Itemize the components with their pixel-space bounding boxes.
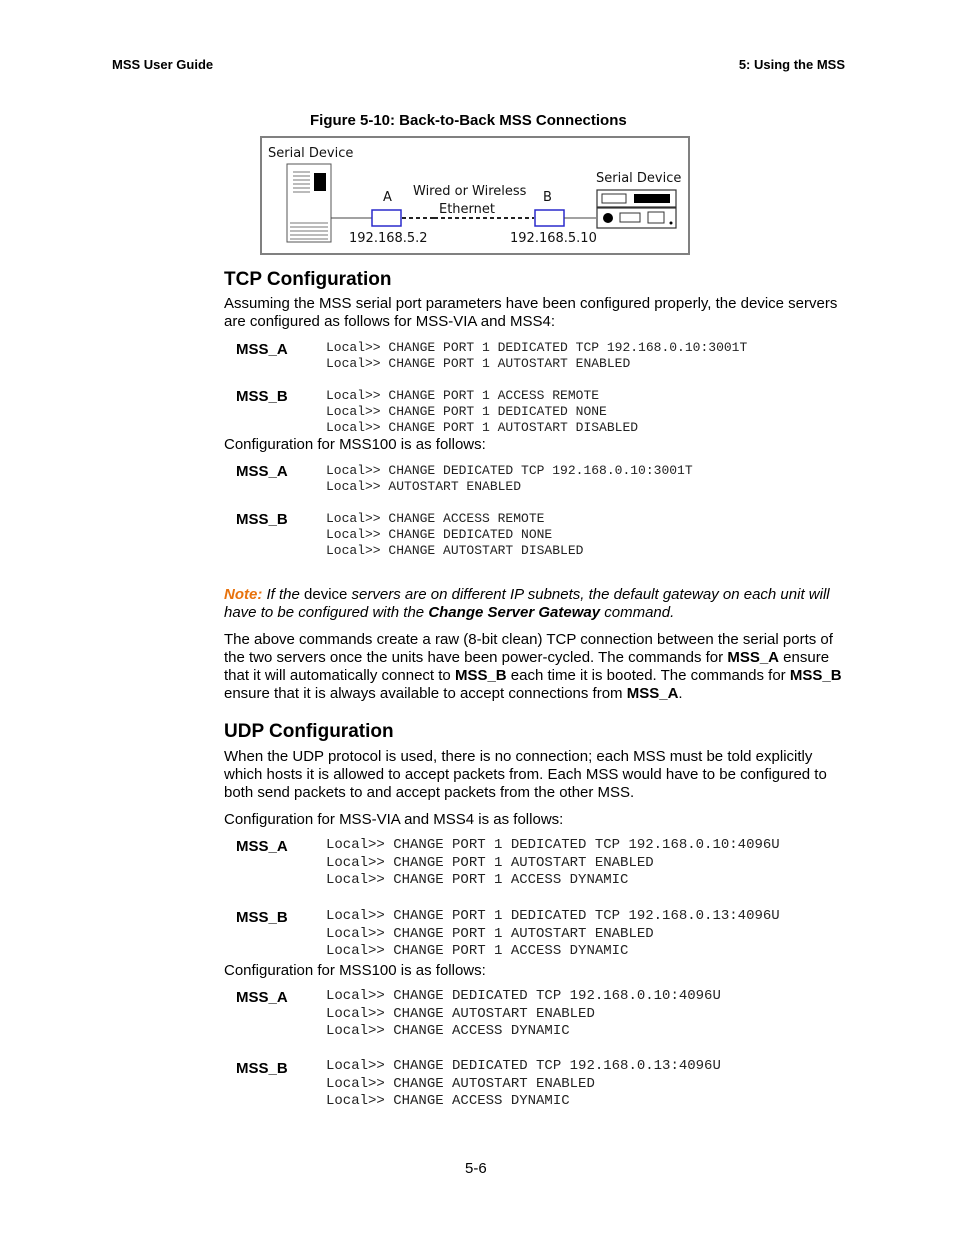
diagram-svg bbox=[262, 138, 688, 253]
tcp-via-a-label: MSS_A bbox=[236, 341, 288, 358]
explain-text-4: ensure that it is always available to accept connections from bbox=[224, 685, 627, 702]
udp-via-b-code: Local>> CHANGE PORT 1 DEDICATED TCP 192.168.0.13:4096U Local>> CHANGE PORT 1 AUTOSTART ENABLED Local>> CHANGE PORT 1 ACCESS DYNAMIC bbox=[326, 908, 780, 959]
note-text-4: command. bbox=[600, 604, 675, 621]
note-text-2: device bbox=[304, 586, 348, 603]
udp-intro: When the UDP protocol is used, there is no connection; each MSS must be told explicitly which hosts it is allowed to accept packets from. Each MSS would have to be configured to both send packets to and accept packets from the other MSS. bbox=[224, 748, 827, 801]
link-line1: Wired or Wireless bbox=[413, 184, 527, 199]
tcp-via-b-label: MSS_B bbox=[236, 388, 288, 405]
udp-via-b-label: MSS_B bbox=[236, 909, 288, 926]
udp-m100-a-code: Local>> CHANGE DEDICATED TCP 192.168.0.10:4096U Local>> CHANGE AUTOSTART ENABLED Local>> CHANGE ACCESS DYNAMIC bbox=[326, 988, 721, 1039]
page-number: 5-6 bbox=[465, 1160, 487, 1177]
udp-mss100-intro: Configuration for MSS100 is as follows: bbox=[224, 962, 486, 979]
udp-m100-b-code: Local>> CHANGE DEDICATED TCP 192.168.0.13:4096U Local>> CHANGE AUTOSTART ENABLED Local>> CHANGE ACCESS DYNAMIC bbox=[326, 1058, 721, 1109]
explain-bold-2: MSS_B bbox=[454, 667, 507, 684]
ip-a-label: 192.168.5.2 bbox=[349, 231, 428, 246]
explain-bold-4: MSS_A bbox=[626, 685, 679, 702]
mss-b-box bbox=[535, 210, 564, 226]
udp-via-intro: Configuration for MSS-VIA and MSS4 is as follows: bbox=[224, 811, 564, 828]
explain-text-1: The above commands create a raw (8-bit clean) TCP connection between the serial ports of the two servers once the units have been power-cycled. The commands for bbox=[224, 631, 833, 666]
figure-caption: Figure 5-10: Back-to-Back MSS Connections bbox=[310, 112, 627, 129]
link-line2: Ethernet bbox=[439, 202, 495, 217]
note-paragraph bbox=[224, 586, 849, 622]
explain-text-5: . bbox=[678, 685, 683, 702]
tcp-intro: Assuming the MSS serial port parameters have been configured properly, the device servers are configured as follows for MSS-VIA and MSS4: bbox=[224, 295, 838, 330]
udp-via-a-label: MSS_A bbox=[236, 838, 288, 855]
tcp-via-b-code: Local>> CHANGE PORT 1 ACCESS REMOTE Local>> CHANGE PORT 1 DEDICATED NONE Local>> CHANGE PORT 1 AUTOSTART DISABLED bbox=[326, 388, 639, 435]
note-command: Change Server Gateway bbox=[428, 604, 601, 621]
header-right: 5: Using the MSS bbox=[738, 57, 845, 72]
udp-m100-b-label: MSS_B bbox=[236, 1060, 288, 1077]
explain-text-2: ensure that it will automatically connect to bbox=[224, 649, 830, 684]
label-b: B bbox=[543, 190, 552, 205]
note-text-3: servers are on different IP subnets, the default gateway on each unit will have to be configured with the bbox=[224, 586, 830, 621]
serial-device-right-icon bbox=[597, 190, 676, 228]
explain-bold-1: MSS_A bbox=[727, 649, 780, 666]
note-label: Note: bbox=[224, 586, 263, 603]
udp-heading: UDP Configuration bbox=[224, 721, 394, 742]
tcp-m100-a-code: Local>> CHANGE DEDICATED TCP 192.168.0.10:3001T Local>> AUTOSTART ENABLED bbox=[326, 463, 693, 494]
explain-text-3: each time it is booted. The commands for bbox=[506, 667, 790, 684]
tcp-via-a-code: Local>> CHANGE PORT 1 DEDICATED TCP 192.168.0.10:3001T Local>> CHANGE PORT 1 AUTOSTART ENABLED bbox=[326, 340, 748, 371]
tcp-m100-b-code: Local>> CHANGE ACCESS REMOTE Local>> CHANGE DEDICATED NONE Local>> CHANGE AUTOSTART DISABLED bbox=[326, 511, 584, 558]
explain-bold-3: MSS_B bbox=[789, 667, 842, 684]
tcp-heading: TCP Configuration bbox=[224, 269, 392, 290]
header-left: MSS User Guide bbox=[112, 57, 214, 72]
udp-m100-a-label: MSS_A bbox=[236, 989, 288, 1006]
tcp-m100-a-label: MSS_A bbox=[236, 463, 288, 480]
serial-device-right-label: Serial Device bbox=[596, 171, 682, 186]
explain-paragraph bbox=[224, 631, 849, 703]
serial-device-left-label: Serial Device bbox=[268, 146, 354, 161]
note-text-1: If the bbox=[262, 586, 305, 603]
network-diagram bbox=[260, 136, 690, 255]
udp-via-a-code: Local>> CHANGE PORT 1 DEDICATED TCP 192.168.0.10:4096U Local>> CHANGE PORT 1 AUTOSTART ENABLED Local>> CHANGE PORT 1 ACCESS DYNAMIC bbox=[326, 837, 780, 888]
label-a: A bbox=[383, 190, 392, 205]
mss-a-box bbox=[372, 210, 401, 226]
tcp-m100-b-label: MSS_B bbox=[236, 511, 288, 528]
ip-b-label: 192.168.5.10 bbox=[510, 231, 597, 246]
serial-device-left-icon bbox=[287, 164, 331, 242]
tcp-mss100-intro: Configuration for MSS100 is as follows: bbox=[224, 436, 486, 453]
